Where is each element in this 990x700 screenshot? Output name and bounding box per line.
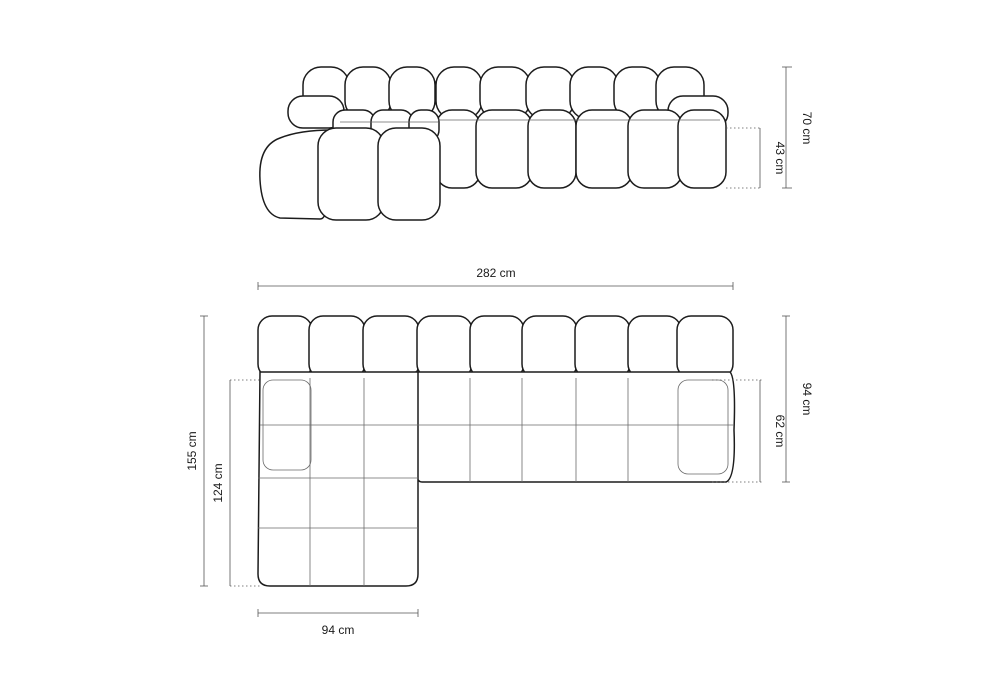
front-seat-height-label: 43 cm xyxy=(773,141,787,175)
plan-back-row xyxy=(258,316,733,378)
plan-left-depth-label: 155 cm xyxy=(185,431,199,471)
plan-right-seat-depth-label: 62 cm xyxy=(773,414,787,448)
front-chaise xyxy=(260,110,440,220)
front-height-total-label: 70 cm xyxy=(800,111,814,145)
plan-total-width-label: 282 cm xyxy=(476,266,516,280)
front-view xyxy=(260,67,728,220)
plan-right-seat xyxy=(416,372,735,482)
plan-chaise xyxy=(258,372,418,586)
plan-chaise-width-label: 94 cm xyxy=(321,623,355,637)
front-dimensions xyxy=(726,67,814,188)
front-seat-cushions xyxy=(436,110,726,188)
plan-right-depth-label: 94 cm xyxy=(800,382,814,416)
plan-view xyxy=(258,316,735,586)
plan-left-inner-depth-label: 124 cm xyxy=(211,463,225,503)
